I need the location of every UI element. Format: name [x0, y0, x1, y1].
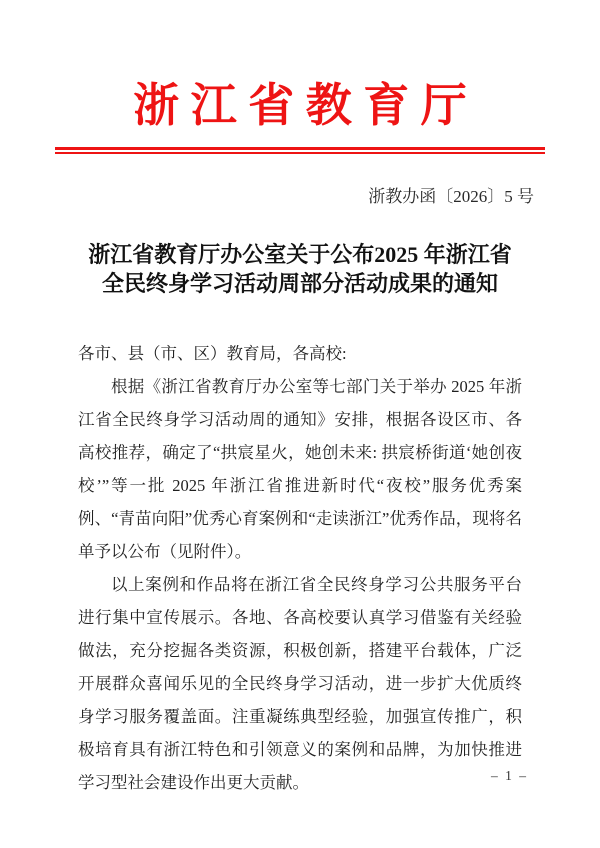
letterhead-agency-name: 浙 江 省 教 育 厅 — [133, 80, 467, 131]
salutation-line: 各市、县（市、区）教育局，各高校: — [78, 343, 347, 363]
body-paragraph-1: 根据《浙江省教育厅办公室等七部门关于举办 2025 年浙江省全民终身学习活动周的通知》安排，根据各设区市、各高校推荐，确定了“拱宸星火，她创未来: 拱宸桥街道‘她创夜校’”等一批 2025 年浙江省推进新时代“夜校”服务优秀案例、“青苗向阳”优秀心育案例和“走读浙江”优秀作品，现将名单予以公布（见附件）。 — [78, 376, 522, 561]
rule-thin-line — [55, 152, 545, 154]
letterhead-double-rule — [55, 147, 545, 154]
rule-thick-line — [55, 147, 545, 150]
body-paragraph-2: 以上案例和作品将在浙江省全民终身学习公共服务平台进行集中宣传展示。各地、各高校要认真学习借鉴有关经验做法，充分挖掘各类资源，积极创新，搭建平台载体，广泛开展群众喜闻乐见的全民终身学习活动，进一步扩大优质终身学习服务覆盖面。注重凝练典型经验，加强宣传推广，积极培育具有浙江特色和引领意义的案例和品牌，为加快推进学习型社会建设作出更大贡献。 — [78, 574, 522, 792]
document-title — [10, 240, 590, 298]
document-reference-number: 浙教办函〔2026〕5 号 — [368, 186, 534, 206]
document-title-line-1: 浙江省教育厅办公室关于公布2025 年浙江省 — [88, 241, 512, 267]
document-title-line-2: 全民终身学习活动周部分活动成果的通知 — [101, 270, 498, 296]
page-number: – 1 – — [491, 768, 528, 783]
document-body — [0, 337, 600, 799]
